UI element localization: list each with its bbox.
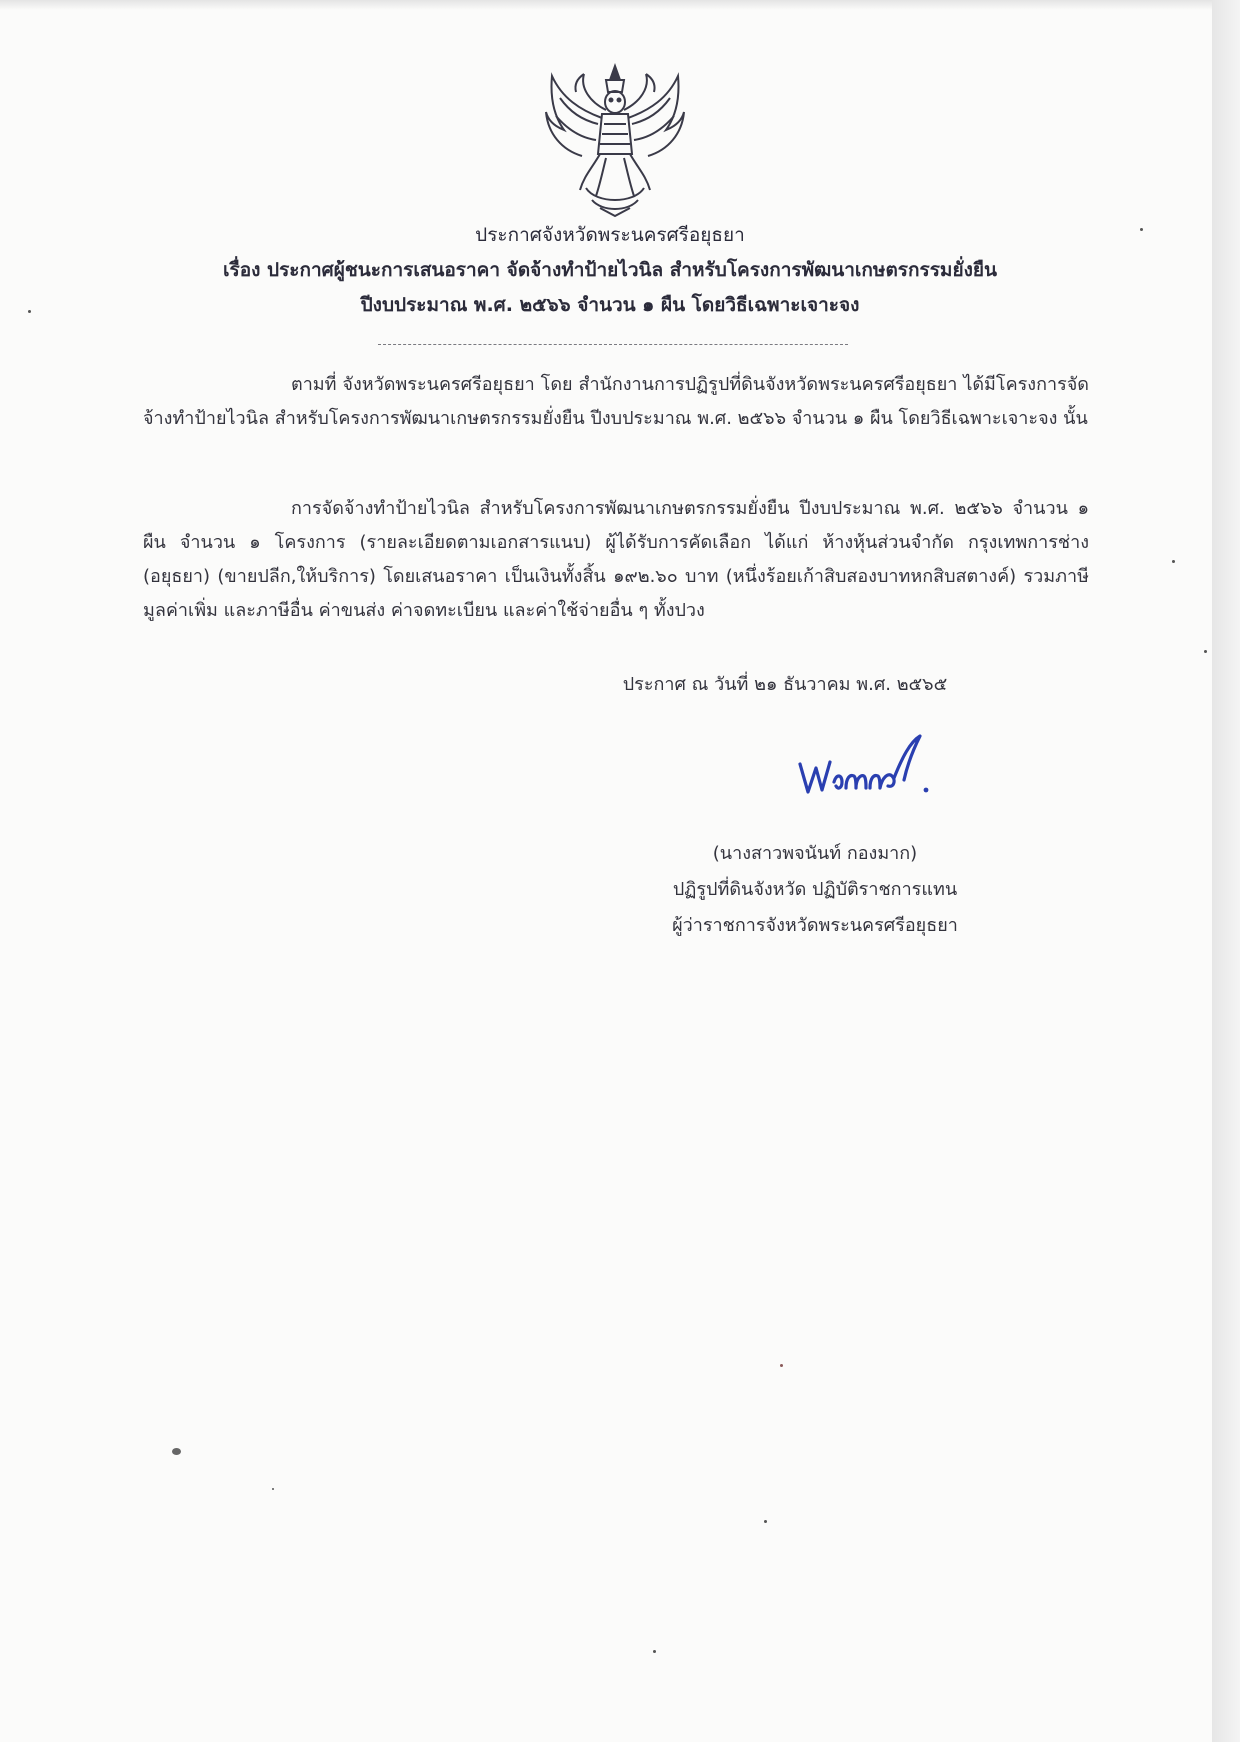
heading-divider [378, 344, 848, 345]
signer-position-continued: ผู้ว่าราชการจังหวัดพระนครศรีอยุธยา [672, 915, 958, 936]
body-paragraph-2: การจัดจ้างทำป้ายไวนิล สำหรับโครงการพัฒนาเกษตรกรรมยั่งยืน ปีงบประมาณ พ.ศ. ๒๕๖๖ จำนวน ๑ ผืน จำนวน ๑ โครงการ (รายละเอียดตามเอกสารแนบ) ผู้ได้รับการคัดเลือก ได้แก่ ห้างหุ้นส่วนจำกัด กรุงเทพการช่าง (อยุธยา) (ขายปลีก,ให้บริการ) โดยเสนอราคา เป็นเงินทั้งสิ้น ๑๙๒.๖๐ บาท (หนึ่งร้อยเก้าสิบสองบาทหกสิบสตางค์) รวมภาษีมูลค่าเพิ่ม และภาษีอื่น ค่าขนส่ง ค่าจดทะเบียน และค่าใช้จ่ายอื่น ๆ ทั้งปวง [143, 498, 1089, 621]
signer-position: ปฏิรูปที่ดินจังหวัด ปฏิบัติราชการแทน [672, 879, 958, 900]
scan-speck [764, 1520, 767, 1523]
signer-block [620, 836, 1010, 944]
scan-speck [653, 1650, 656, 1653]
heading-subject: เรื่อง ประกาศผู้ชนะการเสนอราคา จัดจ้างทำป้ายไวนิล สำหรับโครงการพัฒนาเกษตรกรรมยั่งยืน [223, 259, 997, 281]
scan-speck [272, 1488, 274, 1490]
signature-image [790, 728, 940, 808]
scan-speck [780, 1364, 783, 1367]
scan-speck [1204, 650, 1207, 653]
garuda-emblem-icon [540, 58, 690, 218]
scan-speck [1140, 228, 1143, 231]
scan-speck [1172, 560, 1175, 563]
scan-shadow [0, 0, 1212, 10]
scan-page-edge [1212, 0, 1240, 1742]
scan-speck [28, 310, 31, 313]
scan-speck [172, 1448, 181, 1455]
body-paragraph-1: ตามที่ จังหวัดพระนครศรีอยุธยา โดย สำนักงานการปฏิรูปที่ดินจังหวัดพระนครศรีอยุธยา ได้มีโครงการจัดจ้างทำป้ายไวนิล สำหรับโครงการพัฒนาเกษตรกรรมยั่งยืน ปีงบประมาณ พ.ศ. ๒๕๖๖ จำนวน ๑ ผืน โดยวิธีเฉพาะเจาะจง นั้น [143, 374, 1089, 429]
signer-name: (นางสาวพจนันท์ กองมาก) [712, 843, 918, 864]
heading-subject-continued: ปีงบประมาณ พ.ศ. ๒๕๖๖ จำนวน ๑ ผืน โดยวิธีเฉพาะเจาะจง [360, 294, 860, 316]
announcement-date: ประกาศ ณ วันที่ ๒๑ ธันวาคม พ.ศ. ๒๕๖๕ [622, 674, 948, 695]
heading-title: ประกาศจังหวัดพระนครศรีอยุธยา [475, 224, 745, 246]
announcement-heading [150, 218, 1070, 323]
